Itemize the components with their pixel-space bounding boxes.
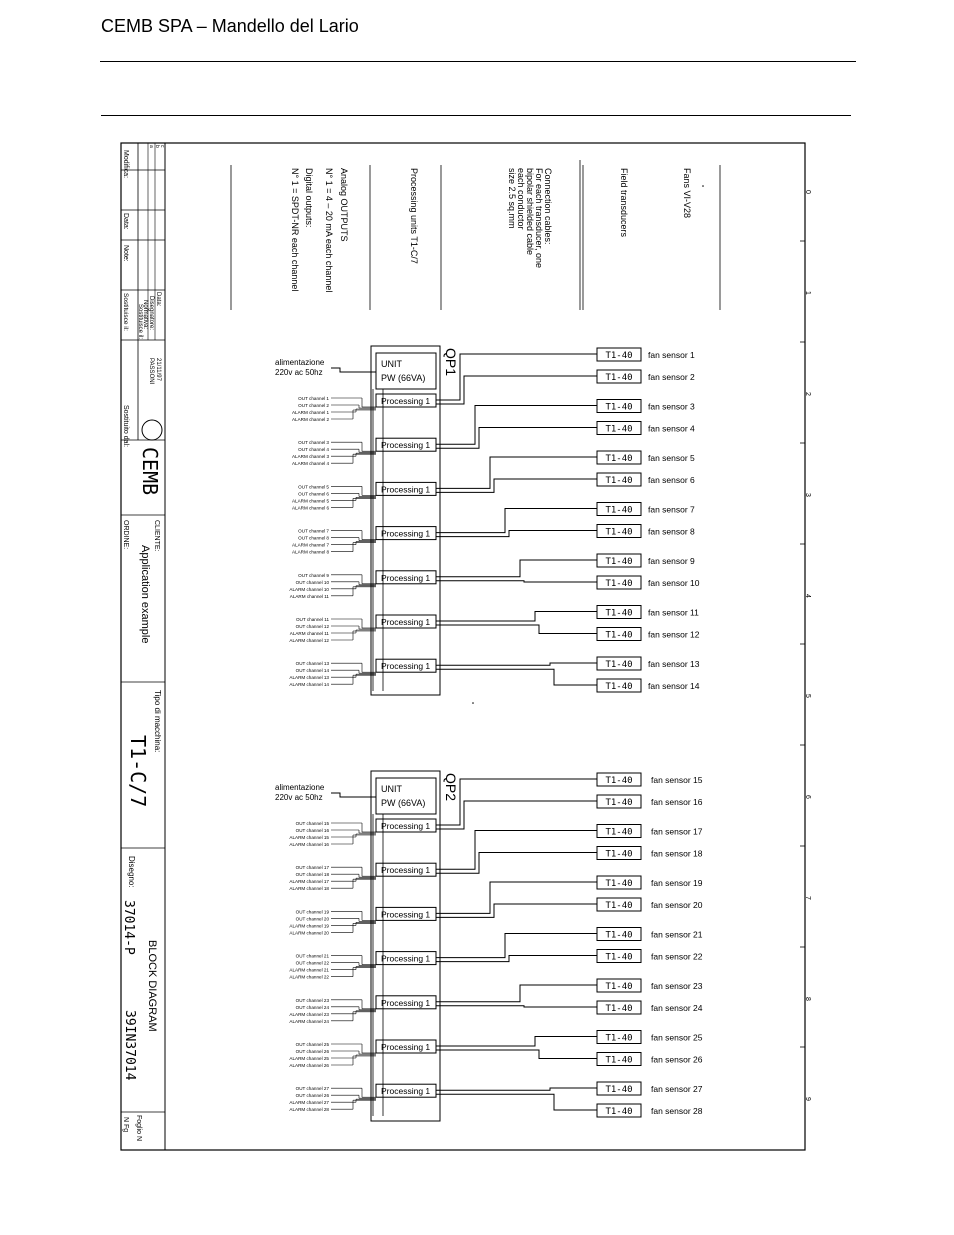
processing-label: Processing 1	[381, 821, 431, 831]
processing-label: Processing 1	[381, 572, 431, 583]
cemb-logo-icon	[142, 420, 162, 440]
cemb-brand: CEMB	[138, 447, 162, 496]
channel-label: ALARM channel 14	[289, 682, 329, 688]
legend-processing-units: Processing units T1-C/7	[409, 168, 419, 264]
transducer-label: T1-40	[605, 849, 633, 860]
processing-label: Processing 1	[381, 997, 431, 1008]
transducer-label: T1-40	[605, 579, 633, 589]
supply-label: alimentazione	[275, 783, 325, 792]
fan-sensor-label: fan sensor 8	[648, 526, 695, 537]
fan-sensor-label: fan sensor 7	[648, 504, 695, 515]
channel-label: OUT channel 3	[298, 440, 329, 446]
sensor-cable	[436, 934, 597, 958]
transducer-label: T1-40	[605, 527, 633, 538]
channel-label: ALARM channel 8	[291, 549, 329, 555]
ruler-number-7: 7	[804, 896, 811, 900]
sensor-cable	[436, 612, 597, 622]
processing-label: Processing 1	[381, 484, 431, 495]
legend-connection-cables: size 2.5 sq.mm	[507, 168, 517, 229]
tb-data-label: Data:	[122, 213, 129, 230]
sensor-cable	[436, 354, 597, 400]
ruler-number-8: 8	[804, 997, 811, 1001]
channel-label: OUT channel 26	[295, 1093, 329, 1099]
legend-digital-outputs: Digital outputs:	[304, 168, 314, 228]
fan-sensor-label: fan sensor 10	[648, 578, 700, 588]
mark-dot	[702, 185, 704, 187]
tb-code: 39IN37014	[122, 1010, 137, 1081]
fan-sensor-label: fan sensor 23	[651, 981, 703, 991]
transducer-label: T1-40	[605, 1055, 633, 1066]
processing-label: Processing 1	[381, 528, 431, 539]
legend-connection-cables: bipolar shielded cable	[525, 168, 535, 256]
channel-label: ALARM channel 3	[291, 454, 329, 460]
channel-label: OUT channel 24	[295, 1004, 329, 1010]
transducer-label: T1-40	[605, 952, 633, 963]
transducer-label: T1-40	[605, 776, 633, 786]
ruler-number-0: 0	[804, 190, 811, 194]
channel-label: ALARM channel 23	[289, 1011, 329, 1017]
channel-label: ALARM channel 1	[291, 410, 329, 415]
processing-label: Processing 1	[381, 909, 431, 920]
sensor-cable	[436, 985, 597, 1002]
transducer-label: T1-40	[605, 1004, 633, 1014]
tb-foglio-label: Foglio N	[135, 1115, 142, 1142]
sensor-cable	[436, 904, 597, 917]
transducer-label: T1-40	[605, 608, 633, 619]
ruler-number-4: 4	[804, 594, 811, 598]
tb-sostituisce2-label: Sostituisce il:	[137, 304, 143, 340]
channel-label: ALARM channel 10	[289, 586, 329, 592]
legend-connection-cables: each conductor	[516, 168, 526, 230]
tb-machine-type: T1-C/7	[126, 735, 150, 808]
rev-letter-b: b	[154, 145, 160, 148]
fan-sensor-label: fan sensor 2	[648, 372, 695, 382]
transducer-label: T1-40	[605, 505, 633, 516]
tb-drawing-number: 37014-P	[121, 900, 136, 955]
channel-label: OUT channel 12	[295, 624, 329, 629]
channel-label: ALARM channel 6	[291, 505, 329, 511]
channel-label: OUT channel 16	[295, 828, 329, 833]
channel-label: ALARM channel 12	[289, 638, 329, 643]
transducer-label: T1-40	[605, 798, 633, 808]
channel-label: OUT channel 8	[298, 535, 329, 541]
fan-sensor-label: fan sensor 14	[648, 681, 700, 691]
processing-label: Processing 1	[381, 865, 431, 876]
channel-label: OUT channel 21	[295, 953, 329, 959]
transducer-label: T1-40	[605, 879, 633, 889]
sensor-cable	[436, 669, 597, 685]
channel-label: ALARM channel 28	[289, 1107, 329, 1113]
channel-label: OUT channel 26	[295, 1049, 329, 1054]
tb-date-value: 21/11/97	[155, 358, 161, 381]
channel-label: OUT channel 25	[295, 1042, 329, 1047]
sensor-cable	[436, 1037, 597, 1047]
channel-label: OUT channel 17	[295, 865, 329, 871]
channel-label: OUT channel 13	[295, 661, 329, 667]
sensor-cable	[436, 581, 597, 582]
tb-cliente-label: CLIENTE:	[153, 520, 160, 552]
fan-sensor-label: fan sensor 15	[651, 775, 703, 785]
sensor-cable	[436, 1094, 597, 1110]
channel-label: OUT channel 14	[295, 668, 329, 674]
channel-label: OUT channel 15	[295, 821, 329, 826]
tb-note-label: Note:	[122, 245, 129, 262]
channel-label: ALARM channel 19	[289, 923, 329, 929]
transducer-label: T1-40	[605, 827, 633, 838]
ruler-number-1: 1	[804, 291, 811, 295]
transducer-label: T1-40	[605, 1085, 633, 1095]
channel-label: OUT channel 19	[295, 909, 329, 915]
channel-label: OUT channel 11	[295, 617, 329, 622]
drawing-frame	[121, 143, 805, 1150]
fan-sensor-label: fan sensor 21	[651, 929, 703, 940]
supply-rating: 220v ac 50hz	[275, 793, 323, 802]
ruler-number-2: 2	[804, 392, 811, 396]
channel-label: ALARM channel 2	[291, 417, 329, 422]
channel-label: ALARM channel 11	[289, 593, 329, 599]
fan-sensor-label: fan sensor 22	[651, 951, 703, 962]
fan-sensor-label: fan sensor 28	[651, 1106, 703, 1116]
sensor-cable	[436, 1006, 597, 1007]
rev-letter-c: c	[159, 145, 165, 148]
fan-sensor-label: fan sensor 12	[648, 629, 700, 640]
channel-label: ALARM channel 25	[289, 1056, 329, 1061]
fan-sensor-label: fan sensor 1	[648, 350, 695, 360]
panel-name: QP1	[443, 348, 459, 377]
sensor-cable	[436, 479, 597, 492]
panel-qp2	[275, 771, 703, 1121]
tb-nfg-label: N Fg	[122, 1117, 129, 1133]
processing-label: Processing 1	[381, 440, 431, 451]
tb-designer-value: PASSONI	[148, 358, 154, 385]
transducer-label: T1-40	[605, 557, 633, 567]
channel-label: OUT channel 7	[298, 528, 329, 534]
ruler-number-6: 6	[804, 795, 811, 799]
fan-sensor-label: fan sensor 4	[648, 423, 695, 434]
tb-sostituisce-label: Sostituisce il:	[122, 293, 129, 331]
legend-connection-cables: Connection cables:	[543, 168, 553, 245]
ruler-number-5: 5	[804, 694, 811, 698]
fan-sensor-label: fan sensor 17	[651, 826, 703, 837]
transducer-label: T1-40	[605, 1033, 633, 1044]
fan-sensor-label: fan sensor 26	[651, 1054, 703, 1065]
tb-tipo-label: Tipo di macchina:	[153, 690, 162, 753]
processing-label: Processing 1	[381, 953, 431, 964]
sensor-cable	[436, 406, 597, 445]
tb-normativa-label: Normativa:	[142, 300, 148, 330]
channel-label: OUT channel 27	[295, 1086, 329, 1092]
channel-label: ALARM channel 17	[289, 879, 329, 885]
transducer-label: T1-40	[605, 424, 633, 435]
sensor-cable	[436, 509, 597, 533]
transducer-label: T1-40	[605, 630, 633, 641]
channel-label: ALARM channel 15	[289, 835, 329, 840]
channel-label: OUT channel 18	[295, 872, 329, 878]
sensor-cable	[436, 531, 597, 537]
channel-label: ALARM channel 11	[289, 631, 329, 636]
transducer-label: T1-40	[605, 901, 633, 911]
fan-sensor-label: fan sensor 11	[648, 607, 699, 618]
sensor-cable	[436, 457, 597, 488]
mark-dot	[472, 702, 474, 704]
channel-label: OUT channel 10	[295, 579, 329, 585]
fan-sensor-label: fan sensor 19	[651, 878, 703, 888]
channel-label: ALARM channel 7	[291, 542, 329, 548]
sensor-cable	[436, 779, 597, 825]
panel-name: QP2	[443, 773, 459, 802]
tb-disegno-label: Disegno:	[127, 856, 136, 888]
channel-label: ALARM channel 16	[289, 842, 329, 847]
channel-label: ALARM channel 18	[289, 886, 329, 892]
tb-application: Application example	[139, 545, 151, 644]
supply-wire	[331, 368, 376, 372]
processing-label: Processing 1	[381, 1042, 431, 1052]
processing-label: Processing 1	[381, 396, 431, 406]
sensor-cable	[436, 831, 597, 870]
channel-label: ALARM channel 5	[291, 498, 329, 504]
transducer-label: T1-40	[605, 373, 633, 383]
supply-rating: 220v ac 50hz	[275, 368, 323, 377]
transducer-label: T1-40	[605, 930, 633, 941]
channel-label: OUT channel 2	[298, 403, 329, 408]
channel-label: OUT channel 9	[298, 572, 329, 578]
channel-label: ALARM channel 4	[291, 461, 329, 467]
channel-label: OUT channel 6	[298, 491, 329, 497]
transducer-label: T1-40	[605, 476, 633, 486]
unit-label: UNIT	[381, 359, 402, 369]
channel-label: ALARM channel 13	[289, 675, 329, 681]
fan-sensor-label: fan sensor 16	[651, 797, 703, 807]
ruler-number-3: 3	[804, 493, 811, 497]
processing-label: Processing 1	[381, 1086, 431, 1097]
transducer-label: T1-40	[605, 454, 633, 464]
tb-ordine-label: ORDINE:	[122, 520, 129, 550]
tb-data2-label: Data:	[155, 292, 161, 307]
unit-rating: PW (66VA)	[381, 373, 426, 383]
page-header: CEMB SPA – Mandello del Lario	[101, 16, 359, 36]
fan-sensor-label: fan sensor 20	[651, 900, 703, 910]
channel-label: OUT channel 22	[295, 960, 329, 966]
channel-label: OUT channel 1	[298, 396, 329, 401]
transducer-label: T1-40	[605, 982, 633, 992]
fan-sensor-label: fan sensor 25	[651, 1032, 703, 1043]
tb-sostituito-label: Sostituito dal:	[122, 405, 129, 448]
tb-block-diagram: BLOCK DIAGRAM	[146, 940, 158, 1032]
legend-digital-outputs: N° 1 = SPDT-NR each channel	[290, 168, 300, 292]
channel-label: OUT channel 4	[298, 447, 329, 453]
fan-sensor-label: fan sensor 6	[648, 475, 695, 485]
fan-sensor-label: fan sensor 9	[648, 556, 695, 566]
unit-label: UNIT	[381, 784, 402, 794]
fan-sensor-label: fan sensor 18	[651, 848, 703, 859]
legend-analog-outputs: Analog OUTPUTS	[339, 168, 349, 242]
fan-sensor-label: fan sensor 13	[648, 659, 700, 669]
sensor-cable	[436, 663, 597, 665]
channel-label: ALARM channel 21	[289, 967, 329, 973]
channel-label: ALARM channel 22	[289, 974, 329, 980]
unit-rating: PW (66VA)	[381, 798, 426, 808]
sensor-cable	[436, 560, 597, 577]
channel-label: OUT channel 5	[298, 484, 329, 490]
fan-sensor-label: fan sensor 3	[648, 401, 695, 412]
channel-label: OUT channel 20	[295, 916, 329, 922]
tb-disegnatore-label: Disegnatore:	[148, 296, 154, 331]
panel-qp1	[275, 346, 700, 695]
channel-label: ALARM channel 20	[289, 930, 329, 936]
transducer-label: T1-40	[605, 402, 633, 413]
sensor-cable	[436, 428, 597, 449]
processing-label: Processing 1	[381, 617, 431, 627]
sensor-cable	[436, 882, 597, 913]
channel-label: ALARM channel 24	[289, 1018, 329, 1024]
sensor-cable	[436, 1088, 597, 1090]
legend-analog-outputs: N° 1 = 4 – 20 mA each channel	[324, 168, 334, 293]
rev-letter-a: a	[148, 145, 154, 148]
supply-wire	[331, 793, 376, 797]
legend-fans: Fans VI-V28	[682, 168, 692, 219]
fan-sensor-label: fan sensor 5	[648, 453, 695, 463]
processing-label: Processing 1	[381, 661, 431, 672]
legend-field-transducers: Field transducers	[619, 168, 629, 238]
ruler-number-9: 9	[804, 1097, 811, 1101]
transducer-label: T1-40	[605, 1107, 633, 1117]
supply-label: alimentazione	[275, 358, 325, 367]
tb-modifica-label: Modifica:	[122, 150, 129, 179]
transducer-label: T1-40	[605, 660, 633, 670]
fan-sensor-label: fan sensor 24	[651, 1003, 703, 1013]
channel-label: ALARM channel 27	[289, 1100, 329, 1106]
transducer-label: T1-40	[605, 351, 633, 361]
channel-label: ALARM channel 26	[289, 1063, 329, 1068]
legend-connection-cables: For each transducer, one	[534, 168, 544, 269]
transducer-label: T1-40	[605, 682, 633, 692]
sensor-cable	[436, 956, 597, 962]
channel-label: OUT channel 23	[295, 997, 329, 1003]
sensor-cable	[436, 1050, 597, 1059]
sensor-cable	[436, 625, 597, 634]
sensor-cable	[436, 853, 597, 874]
fan-sensor-label: fan sensor 27	[651, 1084, 703, 1094]
